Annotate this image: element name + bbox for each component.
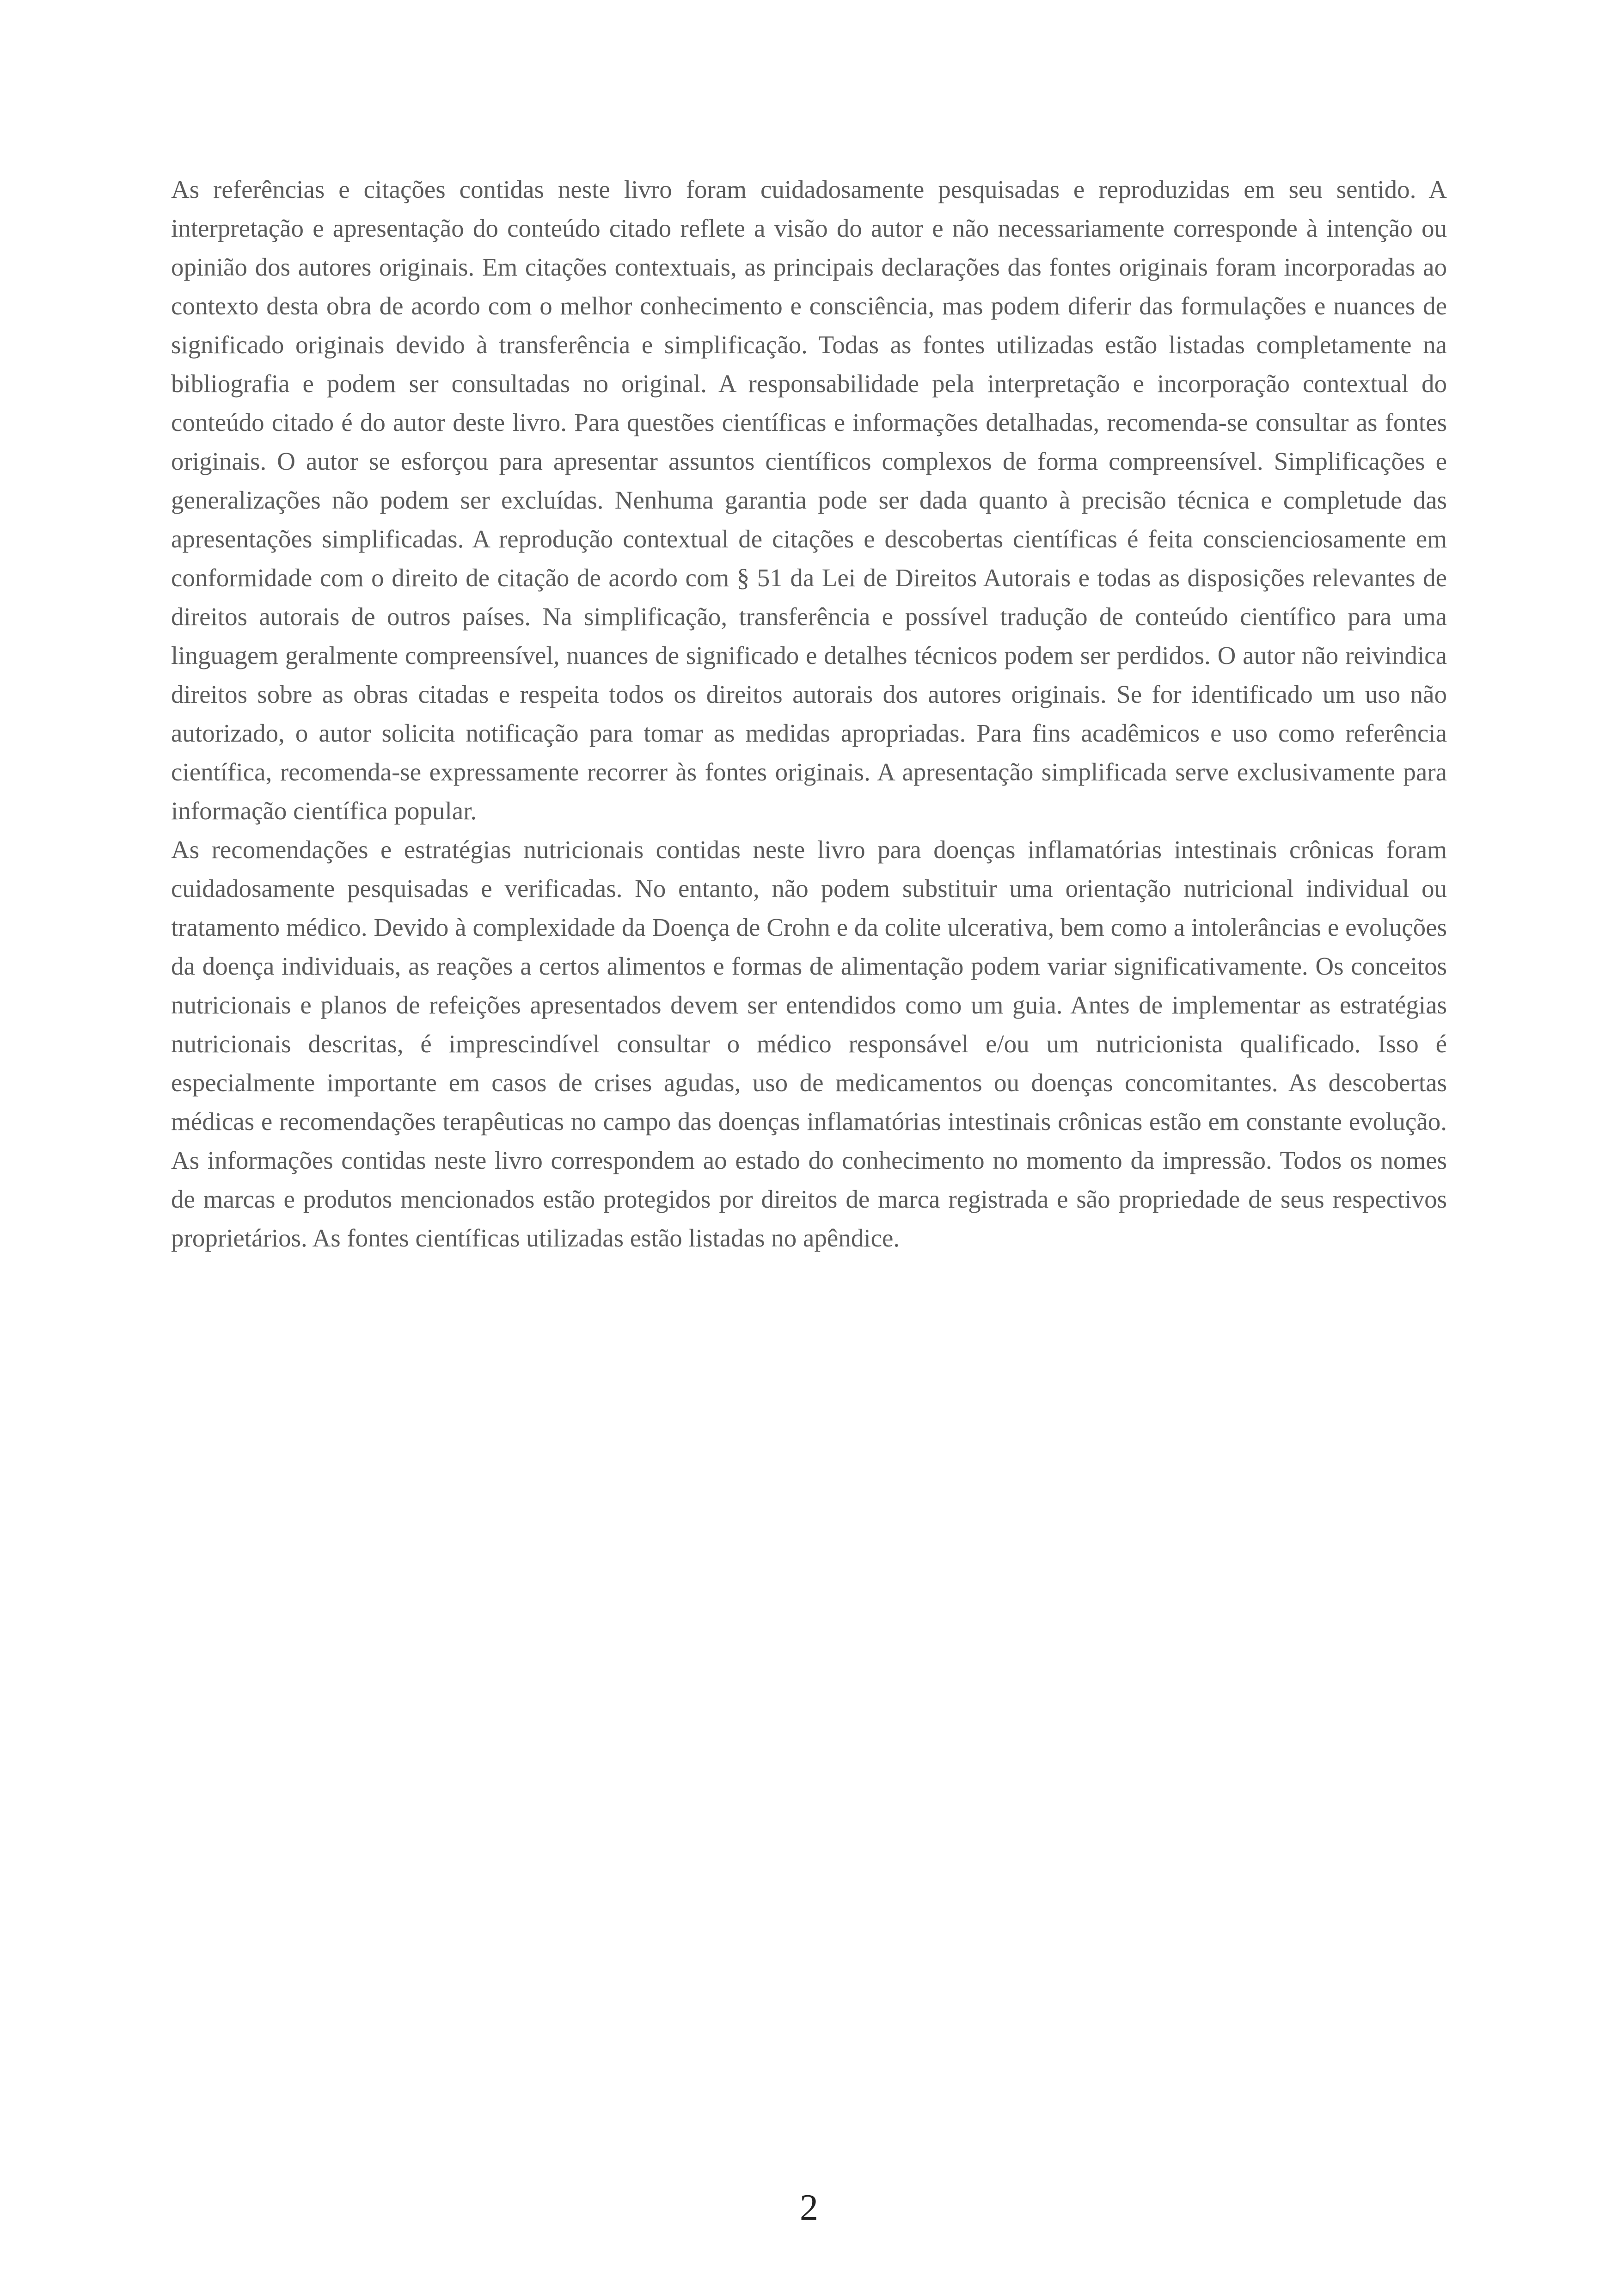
paragraph-nutrition-disclaimer: As recomendações e estratégias nutricionais contidas neste livro para doenças inflamatórias intestinais crônicas foram cuidadosamente pesquisadas e verificadas. No entanto, não podem substituir uma orientação nutricional individual ou tratamento médico. Devido à complexidade da Doença de Crohn e da colite ulcerativa, bem como a intolerâncias e evoluções da doença individuais, as reações a certos alimentos e formas de alimentação podem variar significativamente. Os conceitos nutricionais e planos de refeições apresentados devem ser entendidos como um guia. Antes de implementar as estratégias nutricionais descritas, é imprescindível consultar o médico responsável e/ou um nutricionista qualificado. Isso é especialmente importante em casos de crises agudas, uso de medicamentos ou doenças concomitantes. As descobertas médicas e recomendações terapêuticas no campo das doenças inflamatórias intestinais crônicas estão em constante evolução. As informações contidas neste livro correspondem ao estado do conhecimento no momento da impressão. Todos os nomes de marcas e produtos mencionados estão protegidos por direitos de marca registrada e são propriedade de seus respectivos proprietários. As fontes científicas utilizadas estão listadas no apêndice. bbox=[171, 835, 1447, 1252]
page-number: 2 bbox=[800, 2187, 818, 2228]
paragraph-citations-disclaimer: As referências e citações contidas neste livro foram cuidadosamente pesquisadas e reproduzidas em seu sentido. A interpretação e apresentação do conteúdo citado reflete a visão do autor e não necessariamente corresponde à intenção ou opinião dos autores originais. Em citações contextuais, as principais declarações das fontes originais foram incorporadas ao contexto desta obra de acordo com o melhor conhecimento e consciência, mas podem diferir das formulações e nuances de significado originais devido à transferência e simplificação. Todas as fontes utilizadas estão listadas completamente na bibliografia e podem ser consultadas no original. A responsabilidade pela interpretação e incorporação contextual do conteúdo citado é do autor deste livro. Para questões científicas e informações detalhadas, recomenda-se consultar as fontes originais. O autor se esforçou para apresentar assuntos científicos complexos de forma compreensível. Simplificações e generalizações não podem ser excluídas. Nenhuma garantia pode ser dada quanto à precisão técnica e completude das apresentações simplificadas. A reprodução contextual de citações e descobertas científicas é feita conscienciosamente em conformidade com o direito de citação de acordo com § 51 da Lei de Direitos Autorais e todas as disposições relevantes de direitos autorais de outros países. Na simplificação, transferência e possível tradução de conteúdo científico para uma linguagem geralmente compreensível, nuances de significado e detalhes técnicos podem ser perdidos. O autor não reivindica direitos sobre as obras citadas e respeita todos os direitos autorais dos autores originais. Se for identificado um uso não autorizado, o autor solicita notificação para tomar as medidas apropriadas. Para fins acadêmicos e uso como referência científica, recomenda-se expressamente recorrer às fontes originais. A apresentação simplificada serve exclusivamente para informação científica popular. bbox=[171, 175, 1447, 825]
body-text bbox=[171, 170, 1447, 1258]
